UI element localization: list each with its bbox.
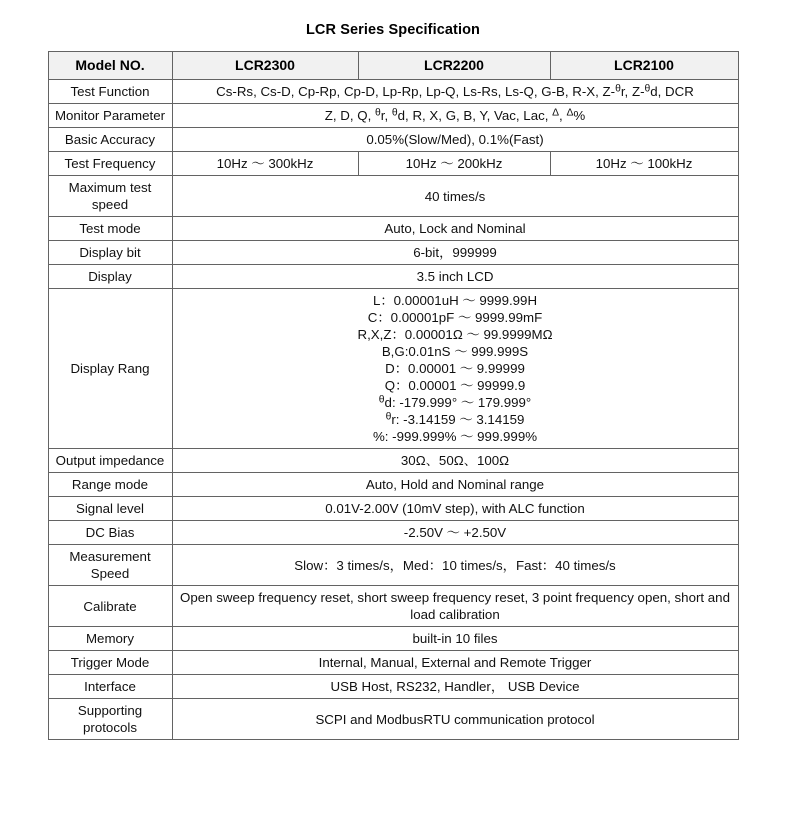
row-value-measurement-speed: Slow：3 times/s，Med：10 times/s，Fast：40 times/s (172, 545, 738, 586)
table-row (48, 265, 738, 289)
table-row (48, 545, 738, 586)
row-value-calibrate: Open sweep frequency reset, short sweep frequency reset, 3 point frequency open, short and load calibration (172, 586, 738, 627)
table-row (48, 128, 738, 152)
column-header-lcr2300: LCR2300 (172, 52, 358, 80)
row-label-trigger-mode: Trigger Mode (48, 651, 172, 675)
theta-symbol: θ (375, 107, 381, 119)
row-value-signal-level: 0.01V-2.00V (10mV step), with ALC function (172, 497, 738, 521)
theta-symbol: θ (385, 411, 392, 423)
row-label-measurement-speed: Measurement Speed (48, 545, 172, 586)
row-value-maximum-test-speed: 40 times/s (172, 176, 738, 217)
table-row (48, 521, 738, 545)
page-title: LCR Series Specification (305, 22, 481, 38)
table-row (48, 449, 738, 473)
row-value-test-mode: Auto, Lock and Nominal (172, 217, 738, 241)
row-value-test-frequency-0: 10Hz ～ 300kHz (172, 152, 358, 176)
row-value-monitor-parameter: Z, D, Q, $^\theta$r, $^\theta$d, R, X, G, B, Y, Vac, Lac, $^\Delta$, $^\Delta$% (172, 104, 738, 128)
range-line: D：0.00001 ～ 9.99999 (385, 361, 525, 376)
row-value-supporting-protocols: SCPI and ModbusRTU communication protocol (172, 699, 738, 740)
row-value-test-frequency-1: 10Hz ～ 200kHz (358, 152, 550, 176)
row-value-test-function: Cs-Rs, Cs-D, Cp-Rp, Cp-D, Lp-Rp, Lp-Q, Ls-Rs, Ls-Q, G-B, R-X, Z-$^\theta$r, Z-$^\theta$d, DCR (172, 80, 738, 104)
row-value-display-bit: 6-bit，999999 (172, 241, 738, 265)
range-line: %: -999.999% ～ 999.999% (372, 429, 538, 444)
row-label-output-impedance: Output impedance (48, 449, 172, 473)
row-value-test-frequency-2: 10Hz ～ 100kHz (550, 152, 738, 176)
table-row (48, 104, 738, 128)
table-row (48, 152, 738, 176)
range-line: C：0.00001pF ～ 9999.99mF (367, 310, 543, 325)
theta-symbol: θ (378, 394, 385, 406)
row-label-dc-bias: DC Bias (48, 521, 172, 545)
row-label-signal-level: Signal level (48, 497, 172, 521)
row-value-display: 3.5 inch LCD (172, 265, 738, 289)
row-label-maximum-test-speed: Maximum test speed (48, 176, 172, 217)
table-row (48, 497, 738, 521)
table-row (48, 80, 738, 104)
column-header-model: Model NO. (48, 52, 172, 80)
row-label-display: Display (48, 265, 172, 289)
table-row (48, 241, 738, 265)
delta-symbol: Δ (566, 107, 574, 119)
table-row (48, 217, 738, 241)
delta-symbol: Δ (552, 107, 560, 119)
theta-symbol: θ (615, 83, 621, 95)
column-header-lcr2200: LCR2200 (358, 52, 550, 80)
row-value-range-mode: Auto, Hold and Nominal range (172, 473, 738, 497)
specification-table (48, 51, 739, 740)
table-row (48, 651, 738, 675)
range-line: R,X,Z：0.00001Ω ～ 99.9999MΩ (357, 327, 553, 342)
row-value-interface: USB Host, RS232, Handler， USB Device (172, 675, 738, 699)
table-row (48, 586, 738, 627)
range-line: B,G:0.01nS ～ 999.999S (381, 344, 529, 359)
row-label-display-bit: Display bit (48, 241, 172, 265)
table-row (48, 473, 738, 497)
table-row (48, 289, 738, 449)
row-value-basic-accuracy: 0.05%(Slow/Med), 0.1%(Fast) (172, 128, 738, 152)
column-header-lcr2100: LCR2100 (550, 52, 738, 80)
row-value-display-rang (172, 289, 738, 449)
row-value-memory: built-in 10 files (172, 627, 738, 651)
row-value-output-impedance: 30Ω、50Ω、100Ω (172, 449, 738, 473)
table-row (48, 176, 738, 217)
range-line: $^\theta$r: -3.14159 ～ 3.14159 (385, 411, 525, 427)
range-line: L：0.00001uH ～ 9999.99H (372, 293, 538, 308)
table-row (48, 675, 738, 699)
table-body (48, 80, 738, 740)
row-label-basic-accuracy: Basic Accuracy (48, 128, 172, 152)
theta-symbol: θ (644, 83, 651, 95)
row-label-test-mode: Test mode (48, 217, 172, 241)
row-value-trigger-mode: Internal, Manual, External and Remote Trigger (172, 651, 738, 675)
range-line: $^\theta$d: -179.999° ～ 179.999° (378, 394, 532, 410)
row-label-display-rang: Display Rang (48, 289, 172, 449)
row-label-range-mode: Range mode (48, 473, 172, 497)
table-row (48, 699, 738, 740)
row-label-calibrate: Calibrate (48, 586, 172, 627)
row-label-memory: Memory (48, 627, 172, 651)
theta-symbol: θ (391, 107, 398, 119)
row-label-test-function: Test Function (48, 80, 172, 104)
table-header (48, 52, 738, 80)
range-line: Q：0.00001 ～ 99999.9 (384, 378, 526, 393)
row-label-interface: Interface (48, 675, 172, 699)
table-header-row (48, 52, 738, 80)
row-label-test-frequency: Test Frequency (48, 152, 172, 176)
row-label-monitor-parameter: Monitor Parameter (48, 104, 172, 128)
row-label-supporting-protocols: Supporting protocols (48, 699, 172, 740)
row-value-dc-bias: -2.50V ～ +2.50V (172, 521, 738, 545)
table-row (48, 627, 738, 651)
